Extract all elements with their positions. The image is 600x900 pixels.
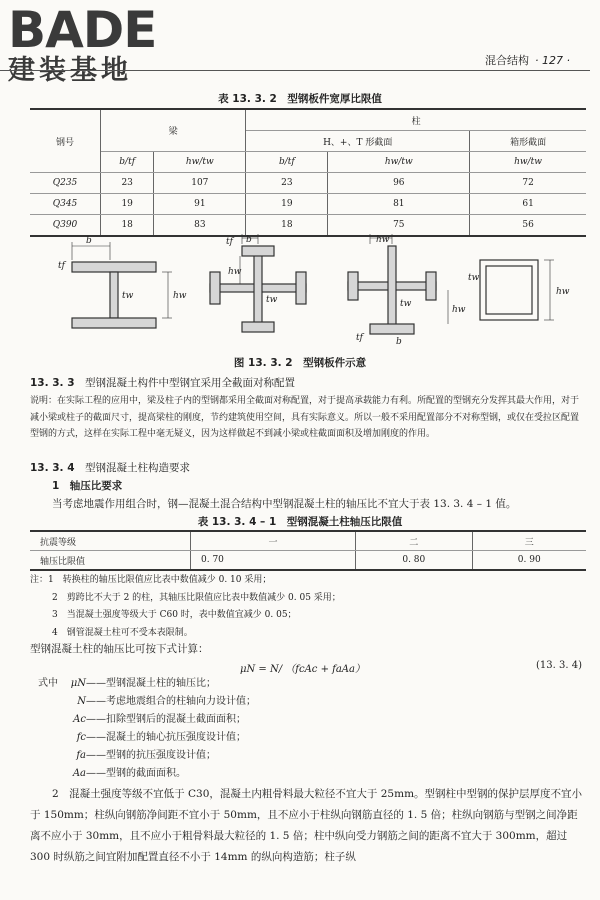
where-label: 式中 bbox=[38, 678, 58, 689]
sub-header: hw/tw bbox=[470, 152, 586, 173]
section-number: 13. 3. 4 bbox=[30, 462, 75, 474]
figure-caption: 图 13. 3. 2 型钢板件示意 bbox=[233, 357, 367, 369]
label-b: b bbox=[246, 235, 252, 245]
section-title: 型钢混凝土构件中型钢宜采用全截面对称配置 bbox=[85, 377, 296, 389]
label-tf: tf bbox=[226, 237, 233, 247]
value-cell: 72 bbox=[470, 173, 586, 194]
value-cell: 19 bbox=[246, 194, 328, 215]
header-grade-1: 一 bbox=[191, 531, 356, 551]
section-13-3-3-note: 说明：在实际工程的应用中，梁及柱子内的型钢都采用全截面对称配置，对于提高承载能力有利。所配置的型钢充分发挥其最大作用，对于减小梁或柱子的截面尺寸，提高梁柱的刚度，节约建筑使用空间，具有实际意义。所以一般不采用配置部分不对称型钢，或仅在受拉区配置型钢的方式，这样在实际工程中毫无疑义，因为这样做起不到减小梁或柱截面面积及增加刚度的作用。 bbox=[30, 396, 580, 439]
note-item: 3 当混凝土强度等级大于 C60 时，表中数值宜减少 0. 05； bbox=[52, 610, 297, 620]
label-tw: tw bbox=[122, 291, 134, 301]
label-tf: tf bbox=[356, 333, 363, 343]
item-2-paragraph: 2 混凝土强度等级不宜低于 C30，混凝土内粗骨料最大粒径不宜大于 25mm。型钢柱中型钢的保护层厚度不宜小于 150mm；柱纵向钢筋净间距不宜小于 50mm，且不应小于柱纵向钢筋直径的 1. 5 倍；柱纵向钢筋与型钢之间净距离不应小于 30mm，且不应小于粗骨料最大粒径的 1. 5 倍；柱中纵向受力钢筋之间的距离不宜大于 300mm，超过 300 时纵筋之间宜附加配置直径不小于 14mm 的纵向构造筋；柱子纵 bbox=[30, 788, 583, 863]
header-column-h: H、+、T 形截面 bbox=[246, 131, 470, 152]
item-1-intro: 当考虑地震作用组合时，钢—混凝土混合结构中型钢混凝土柱的轴压比不宜大于表 13. 3. 4 – 1 值。 bbox=[52, 498, 517, 510]
symbol-definitions: 式中 μN ——型钢混凝土柱的轴压比； N ——考虑地震组合的柱轴向力设计值； Ac ——扣除型钢后的混凝土截面面积； fc ——混凝土的轴心抗压强度设计值； fa ——型钢的抗压强度设计值； Aa ——型钢的截面面积。 bbox=[38, 675, 256, 783]
grade-cell: Q345 bbox=[30, 194, 101, 215]
sub-header: b/tf bbox=[101, 152, 154, 173]
cross-section-figure bbox=[210, 246, 306, 332]
header-grade: 钢号 bbox=[30, 109, 101, 173]
header-column: 柱 bbox=[246, 109, 586, 131]
width-thickness-table bbox=[30, 108, 586, 237]
note-item: 4 钢管混凝土柱可不受本表限制。 bbox=[52, 627, 193, 638]
value-cell: 75 bbox=[328, 215, 470, 237]
section-number: 13. 3. 3 bbox=[30, 377, 75, 389]
grade-cell: Q235 bbox=[30, 173, 101, 194]
value-cell: 18 bbox=[101, 215, 154, 237]
header-grade-3: 三 bbox=[472, 531, 586, 551]
logo-chinese: 建装基地 bbox=[8, 55, 132, 86]
label-hw: hw bbox=[376, 235, 390, 245]
formula-intro: 型钢混凝土柱的轴压比可按下式计算： bbox=[30, 643, 209, 655]
value-cell: 96 bbox=[328, 173, 470, 194]
table-notes bbox=[30, 572, 586, 642]
value-cell: 61 bbox=[470, 194, 586, 215]
i-section-figure bbox=[72, 262, 156, 328]
value-cell: 107 bbox=[154, 173, 246, 194]
grade-cell: Q390 bbox=[30, 215, 101, 237]
table-row bbox=[30, 194, 586, 215]
label-hw: hw bbox=[173, 291, 187, 301]
section-title: 混合结构 bbox=[485, 54, 530, 67]
header-rule bbox=[0, 70, 590, 71]
value-cell: 81 bbox=[328, 194, 470, 215]
value-cell: 23 bbox=[101, 173, 154, 194]
section-13-3-3-heading bbox=[30, 375, 586, 392]
table1-caption: 表 13. 3. 2 型钢板件宽厚比限值 bbox=[218, 93, 382, 105]
section-title: 型钢混凝土柱构造要求 bbox=[85, 462, 191, 474]
note-item: 2 剪跨比不大于 2 的柱，其轴压比限值应比表中数值减少 0. 05 采用； bbox=[52, 592, 341, 603]
header-grade-2: 二 bbox=[356, 531, 472, 551]
value-cell: 91 bbox=[154, 194, 246, 215]
logo bbox=[8, 1, 157, 86]
value-cell: 23 bbox=[246, 173, 328, 194]
label-tw: tw bbox=[400, 299, 412, 309]
section-13-3-4-heading bbox=[30, 460, 586, 477]
box-section-figure bbox=[480, 260, 538, 320]
label-b: b bbox=[86, 236, 92, 246]
table2-caption: 表 13. 3. 4 – 1 型钢混凝土柱轴压比限值 bbox=[197, 516, 403, 528]
sub-header: b/tf bbox=[246, 152, 328, 173]
logo-wordmark: BADE bbox=[8, 1, 157, 59]
label-tw: tw bbox=[468, 273, 480, 283]
value-cell: 83 bbox=[154, 215, 246, 237]
value-cell: 0. 90 bbox=[472, 551, 586, 571]
header-column-box: 箱形截面 bbox=[470, 131, 586, 152]
axial-ratio-table bbox=[30, 530, 586, 571]
label-tf: tf bbox=[58, 261, 65, 271]
value-cell: 0. 80 bbox=[356, 551, 472, 571]
t-section-figure bbox=[348, 246, 436, 334]
running-header bbox=[485, 52, 570, 68]
value-cell: 0. 70 bbox=[191, 551, 356, 571]
label-hw: hw bbox=[452, 305, 466, 315]
note-item: 注：1 转换柱的轴压比限值应比表中数值减少 0. 10 采用； bbox=[30, 575, 272, 585]
header-beam: 梁 bbox=[101, 109, 246, 152]
label-tw: tw bbox=[266, 295, 278, 305]
header-seismic-grade: 抗震等级 bbox=[30, 531, 191, 551]
value-cell: 56 bbox=[470, 215, 586, 237]
label-b: b bbox=[396, 337, 402, 347]
formula-number: (13. 3. 4) bbox=[536, 660, 582, 671]
sub-header: hw/tw bbox=[154, 152, 246, 173]
row-label: 轴压比限值 bbox=[30, 551, 191, 571]
item-1-heading: 1 轴压比要求 bbox=[52, 480, 123, 492]
sub-header: hw/tw bbox=[328, 152, 470, 173]
page-number: · 127 · bbox=[535, 54, 570, 67]
table-row bbox=[30, 551, 586, 571]
label-hw: hw bbox=[556, 287, 570, 297]
value-cell: 18 bbox=[246, 215, 328, 237]
table-row bbox=[30, 173, 586, 194]
section-diagram bbox=[30, 232, 570, 352]
formula-expression: μN = N/ （fcAc + faAa） bbox=[240, 664, 365, 675]
value-cell: 19 bbox=[101, 194, 154, 215]
label-hw: hw bbox=[228, 267, 242, 277]
